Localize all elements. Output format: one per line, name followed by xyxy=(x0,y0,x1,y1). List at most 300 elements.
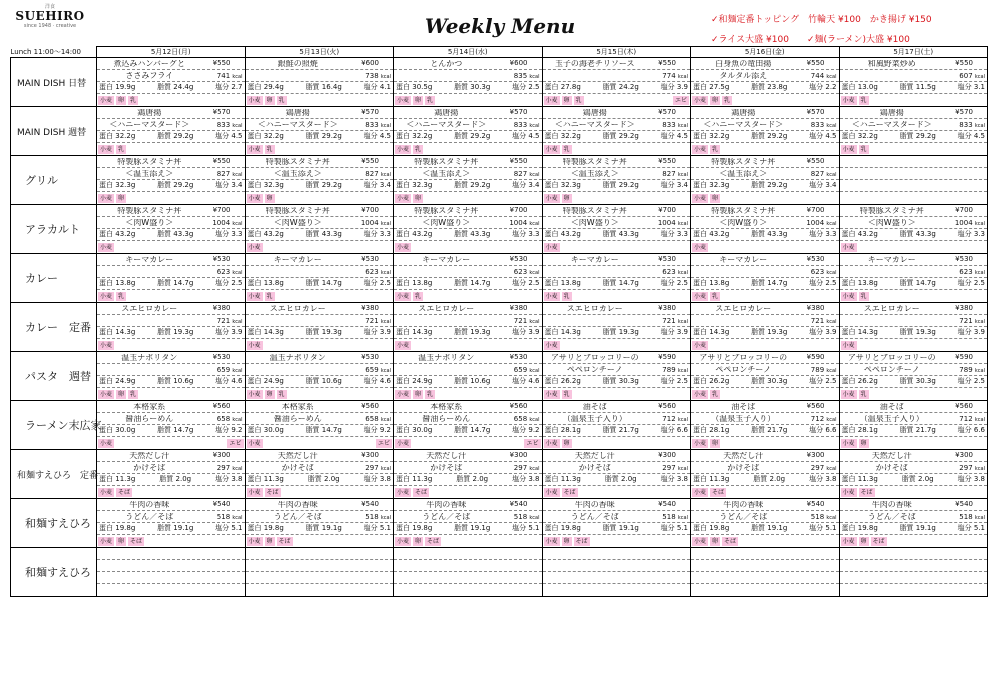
calories: 518 kcal xyxy=(810,513,837,521)
calories: 827 kcal xyxy=(810,170,837,178)
calories: 659 kcal xyxy=(216,366,243,374)
price: ¥380 xyxy=(212,304,231,312)
allergen-list xyxy=(395,96,541,105)
allergen-list xyxy=(247,341,393,350)
dish-subname: ペペロンチーノ xyxy=(566,366,623,374)
allergen-list xyxy=(841,537,987,546)
menu-item xyxy=(394,303,542,351)
allergen-badge: そば xyxy=(724,538,737,545)
fat-value: 29.2 xyxy=(321,132,338,140)
protein-value: 32.2 xyxy=(857,132,874,140)
allergen-badge: 乳 xyxy=(278,97,285,104)
dish-subname: うどん／そば xyxy=(422,513,471,521)
allergen-badge: 小麦 xyxy=(100,195,113,202)
allergen-badge: 乳 xyxy=(130,97,137,104)
nutrition: 蛋白 11.3g 脂質 2.0g 塩分 3.8 xyxy=(693,475,837,483)
menu-item xyxy=(97,548,245,596)
salt-value: 3.3 xyxy=(379,230,391,238)
fat-value: 24.4 xyxy=(173,83,189,91)
menu-cell xyxy=(394,303,543,352)
allergen-list xyxy=(247,194,393,203)
menu-cell xyxy=(245,401,394,450)
salt-value: 3.9 xyxy=(973,328,985,336)
salt-value: 9.2 xyxy=(231,426,243,434)
salt-value: 5.1 xyxy=(379,524,391,532)
menu-item xyxy=(840,548,988,596)
allergen-list xyxy=(98,390,244,399)
allergen-list xyxy=(395,537,541,546)
allergen-badge: 乳 xyxy=(860,293,867,300)
dish-name: 天然だし汁 xyxy=(871,452,912,460)
menu-item xyxy=(394,352,542,400)
protein-value: 43.2 xyxy=(560,230,577,238)
calories: 1004 kcal xyxy=(509,219,540,227)
calories: 658 kcal xyxy=(513,415,540,423)
fat-value: 21.7 xyxy=(767,426,783,434)
allergen-list xyxy=(395,194,541,203)
menu-item xyxy=(394,450,542,498)
menu-row xyxy=(11,303,988,352)
allergen-badge: 卵 xyxy=(712,195,719,202)
dish-name: 白身魚の竜田揚 xyxy=(715,60,772,68)
calories: 721 kcal xyxy=(959,317,985,325)
allergen-badge: 乳 xyxy=(118,146,125,153)
salt-value: 4.6 xyxy=(231,377,243,385)
protein-value: 30.5 xyxy=(412,83,428,91)
price: ¥570 xyxy=(212,108,231,116)
menu-item xyxy=(246,58,394,106)
menu-item xyxy=(97,205,245,253)
allergen-badge: 小麦 xyxy=(100,97,113,104)
fat-value: 11.5 xyxy=(915,83,932,91)
dish-name: キーマカレー xyxy=(570,256,619,264)
nutrition: 蛋白 14.3g 脂質 19.3g 塩分 3.9 xyxy=(544,328,688,336)
dish-subname: ＜肉W盛り＞ xyxy=(570,219,619,227)
menu-cell xyxy=(542,499,691,548)
menu-cell xyxy=(542,254,691,303)
price: ¥300 xyxy=(658,451,676,459)
allergen-list xyxy=(247,537,393,546)
protein-value: 13.8 xyxy=(412,279,428,287)
salt-value: 9.2 xyxy=(528,426,540,434)
fat-value: 19.1 xyxy=(470,524,486,532)
allergen-list xyxy=(247,243,393,252)
logo xyxy=(10,4,90,44)
menu-cell xyxy=(691,254,840,303)
protein-value: 13.0 xyxy=(857,83,874,91)
calories: 721 kcal xyxy=(365,317,391,325)
allergen-badge: そば xyxy=(712,489,725,496)
dish-subname: ＜肉W盛り＞ xyxy=(273,219,322,227)
dish-name: 特製豚スタミナ丼 xyxy=(562,207,627,215)
price: ¥700 xyxy=(806,206,825,214)
dish-name: アサリとブロッコリーの xyxy=(699,354,788,362)
allergen-badge: 小麦 xyxy=(248,146,261,153)
nutrition: 蛋白 11.3g 脂質 2.0g 塩分 3.8 xyxy=(841,475,985,483)
nutrition: 蛋白 32.2g 脂質 29.2g 塩分 4.5 xyxy=(693,132,837,140)
fat-value: 21.7 xyxy=(915,426,932,434)
menu-item xyxy=(543,107,691,155)
day-header: 5月12日(月) xyxy=(97,47,246,58)
dish-subname: うどん／そば xyxy=(125,513,174,521)
calories: 827 kcal xyxy=(662,170,688,178)
protein-value: 43.2 xyxy=(857,230,874,238)
fat-value: 16.4 xyxy=(321,83,338,91)
price: ¥540 xyxy=(509,500,528,508)
salt-value: 6.6 xyxy=(676,426,688,434)
nutrition: 蛋白 32.2g 脂質 29.2g 塩分 4.5 xyxy=(396,132,540,140)
dish-name: 本格家系 xyxy=(430,403,463,411)
allergen-badge: 乳 xyxy=(266,146,273,153)
allergen-list xyxy=(395,488,541,497)
fat-value: 10.6 xyxy=(470,377,486,385)
calories: 518 kcal xyxy=(513,513,540,521)
price: ¥600 xyxy=(509,59,528,67)
nutrition: 蛋白 14.3g 脂質 19.3g 塩分 3.9 xyxy=(247,328,391,336)
dish-name: 特製豚スタミナ丼 xyxy=(414,158,479,166)
calories: 827 kcal xyxy=(216,170,243,178)
fat-value: 43.3 xyxy=(321,230,338,238)
menu-row xyxy=(11,156,988,205)
allergen-list xyxy=(395,292,541,301)
allergen-badge: 小麦 xyxy=(842,244,855,251)
allergen-badge: 小麦 xyxy=(397,440,410,447)
allergen-badge-shrimp: エビ xyxy=(229,440,242,447)
dish-name: 特製豚スタミナ丼 xyxy=(265,207,330,215)
menu-item xyxy=(840,205,988,253)
allergen-list xyxy=(544,145,690,154)
nutrition: 蛋白 43.2g 脂質 43.3g 塩分 3.3 xyxy=(99,230,243,238)
menu-item xyxy=(543,58,691,106)
fat-value: 14.7 xyxy=(321,426,338,434)
protein-value: 30.0 xyxy=(115,426,131,434)
allergen-badge: 小麦 xyxy=(694,146,707,153)
nutrition: 蛋白 14.3g 脂質 19.3g 塩分 3.9 xyxy=(693,328,837,336)
allergen-badge: そば xyxy=(278,538,291,545)
protein-value: 11.3 xyxy=(857,475,874,483)
allergen-list xyxy=(544,439,690,448)
calories: 833 kcal xyxy=(513,121,540,129)
dish-name: アサリとブロッコリーの xyxy=(550,354,639,362)
protein-value: 28.1 xyxy=(857,426,874,434)
dish-name: 温玉ナポリタン xyxy=(418,354,475,362)
dish-name: 本格家系 xyxy=(281,403,314,411)
menu-item xyxy=(246,156,394,204)
price: ¥540 xyxy=(361,500,379,508)
nutrition: 蛋白 43.2g 脂質 43.3g 塩分 3.3 xyxy=(396,230,540,238)
allergen-list xyxy=(98,341,244,350)
protein-value: 11.3 xyxy=(709,475,725,483)
salt-value: 4.6 xyxy=(528,377,540,385)
dish-subname: ＜温玉添え＞ xyxy=(273,170,322,178)
fat-value: 43.3 xyxy=(618,230,635,238)
nutrition: 蛋白 27.8g 脂質 24.2g 塩分 3.9 xyxy=(544,83,688,91)
fat-value: 29.2 xyxy=(173,132,189,140)
nutrition: 蛋白 43.2g 脂質 43.3g 塩分 3.3 xyxy=(693,230,837,238)
menu-item xyxy=(246,107,394,155)
price: ¥300 xyxy=(212,451,231,459)
dish-name: 天然だし汁 xyxy=(574,452,615,460)
allergen-list xyxy=(247,439,393,448)
price: ¥380 xyxy=(658,304,676,312)
salt-value: 4.5 xyxy=(973,132,985,140)
fat-value: 23.8 xyxy=(767,83,783,91)
price: ¥560 xyxy=(806,402,825,410)
dish-name: 本格家系 xyxy=(133,403,166,411)
price: ¥590 xyxy=(658,353,676,361)
price: ¥700 xyxy=(955,206,973,214)
allergen-badge: 小麦 xyxy=(248,391,261,398)
lunch-hours: Lunch 11:00〜14:00 xyxy=(10,47,82,56)
price: ¥540 xyxy=(212,500,231,508)
menu-cell xyxy=(839,450,988,499)
menu-cell xyxy=(97,303,246,352)
salt-value: 4.5 xyxy=(676,132,688,140)
price: ¥380 xyxy=(361,304,379,312)
protein-value: 32.2 xyxy=(263,132,280,140)
row-category-label: アラカルト xyxy=(11,205,97,254)
nutrition: 蛋白 32.3g 脂質 29.2g 塩分 3.4 xyxy=(396,181,540,189)
dish-name: 煮込みハンバーグと xyxy=(113,60,186,68)
menu-cell xyxy=(97,205,246,254)
protein-value: 32.2 xyxy=(560,132,577,140)
allergen-list xyxy=(544,243,690,252)
allergen-list xyxy=(692,292,838,301)
salt-value: 3.8 xyxy=(676,475,688,483)
menu-item xyxy=(394,107,542,155)
menu-item xyxy=(543,401,691,449)
dish-subname: （温泉玉子入り） xyxy=(562,415,627,423)
allergen-list xyxy=(841,488,987,497)
salt-value: 4.1 xyxy=(379,83,391,91)
nutrition: 蛋白 19.9g 脂質 24.4g 塩分 2.7 xyxy=(99,83,243,91)
menu-item xyxy=(97,156,245,204)
allergen-badge: 小麦 xyxy=(397,391,410,398)
fat-value: 2.0 xyxy=(621,475,633,483)
protein-value: 30.0 xyxy=(263,426,280,434)
allergen-badge: 小麦 xyxy=(694,293,707,300)
menu-item xyxy=(840,107,988,155)
protein-value: 13.8 xyxy=(857,279,874,287)
allergen-badge: 小麦 xyxy=(397,97,410,104)
price: ¥700 xyxy=(658,206,676,214)
calories: 712 kcal xyxy=(662,415,688,423)
salt-value: 4.5 xyxy=(231,132,243,140)
dish-name: 鶏唐揚 xyxy=(137,109,162,117)
allergen-badge: 乳 xyxy=(860,97,867,104)
salt-value: 5.1 xyxy=(825,524,837,532)
menu-item xyxy=(691,254,839,302)
fat-value: 14.7 xyxy=(915,279,932,287)
menu-item xyxy=(691,156,839,204)
menu-cell xyxy=(97,499,246,548)
allergen-list xyxy=(841,243,987,252)
nutrition: 蛋白 28.1g 脂質 21.7g 塩分 6.6 xyxy=(841,426,985,434)
menu-cell xyxy=(245,499,394,548)
allergen-list xyxy=(395,145,541,154)
menu-item xyxy=(691,499,839,547)
dish-name: 鶏唐揚 xyxy=(731,109,756,117)
protein-value: 19.8 xyxy=(560,524,577,532)
row-category-label: グリル xyxy=(11,156,97,205)
menu-row xyxy=(11,499,988,548)
nutrition: 蛋白 30.0g 脂質 14.7g 塩分 9.2 xyxy=(99,426,243,434)
menu-item xyxy=(691,352,839,400)
allergen-list xyxy=(395,390,541,399)
allergen-badge: 卵 xyxy=(118,538,125,545)
menu-row xyxy=(11,107,988,156)
salt-value: 3.4 xyxy=(231,181,243,189)
protein-value: 29.4 xyxy=(263,83,280,91)
allergen-badge: 卵 xyxy=(415,97,422,104)
protein-value: 19.8 xyxy=(115,524,131,532)
day-header-row xyxy=(11,47,988,58)
menu-cell xyxy=(839,548,988,597)
nutrition: 蛋白 27.5g 脂質 23.8g 塩分 2.2 xyxy=(693,83,837,91)
dish-name: 特製豚スタミナ丼 xyxy=(117,158,182,166)
protein-value: 11.3 xyxy=(263,475,280,483)
fat-value: 29.2 xyxy=(321,181,338,189)
dish-subname: ささみフライ xyxy=(125,72,174,80)
row-category-label: カレー 定番 xyxy=(11,303,97,352)
menu-cell xyxy=(691,548,840,597)
protein-value: 43.2 xyxy=(709,230,725,238)
allergen-badge: 小麦 xyxy=(248,440,261,447)
menu-cell xyxy=(245,107,394,156)
dish-name: 玉子の海老チリソース xyxy=(554,60,635,68)
price: ¥550 xyxy=(658,59,676,67)
fat-value: 19.3 xyxy=(173,328,189,336)
fat-value: 14.7 xyxy=(618,279,635,287)
dish-name: 牛肉の香味 xyxy=(723,501,764,509)
salt-value: 3.3 xyxy=(231,230,243,238)
allergen-list xyxy=(98,292,244,301)
allergen-badge: 小麦 xyxy=(545,293,558,300)
protein-value: 26.2 xyxy=(709,377,725,385)
day-header: 5月13日(火) xyxy=(245,47,394,58)
salt-value: 5.1 xyxy=(528,524,540,532)
logo-tagline: since 1948 · creative xyxy=(23,23,77,29)
menu-item xyxy=(394,58,542,106)
protein-value: 43.2 xyxy=(412,230,428,238)
dish-name: スエヒロカレー xyxy=(863,305,920,313)
allergen-badge: 乳 xyxy=(427,97,434,104)
fat-value: 2.0 xyxy=(324,475,336,483)
allergen-list xyxy=(395,243,541,252)
dish-subname: ＜肉W盛り＞ xyxy=(125,219,174,227)
menu-item xyxy=(246,254,394,302)
fat-value: 43.3 xyxy=(173,230,189,238)
dish-name: 特製豚スタミナ丼 xyxy=(711,207,776,215)
dish-subname: ＜ハニーマスタード＞ xyxy=(109,121,190,129)
menu-cell xyxy=(245,58,394,107)
dish-name: 牛肉の香味 xyxy=(129,501,170,509)
salt-value: 2.5 xyxy=(676,279,688,287)
calories: 518 kcal xyxy=(216,513,243,521)
price: ¥530 xyxy=(658,255,676,263)
protein-value: 26.2 xyxy=(560,377,577,385)
allergen-badge: 卵 xyxy=(415,391,422,398)
nutrition: 蛋白 43.2g 脂質 43.3g 塩分 3.3 xyxy=(544,230,688,238)
nutrition: 蛋白 19.8g 脂質 19.1g 塩分 5.1 xyxy=(99,524,243,532)
menu-cell xyxy=(97,58,246,107)
fat-value: 29.2 xyxy=(618,132,635,140)
allergen-badge: 卵 xyxy=(860,440,867,447)
allergen-badge: 小麦 xyxy=(248,97,261,104)
protein-value: 27.5 xyxy=(709,83,725,91)
protein-value: 32.3 xyxy=(115,181,131,189)
dish-name: 牛肉の香味 xyxy=(277,501,318,509)
fat-value: 19.3 xyxy=(470,328,486,336)
allergen-badge: 小麦 xyxy=(842,391,855,398)
fat-value: 19.1 xyxy=(915,524,932,532)
dish-name: 牛肉の香味 xyxy=(426,501,467,509)
allergen-badge: 小麦 xyxy=(545,538,558,545)
allergen-badge: 小麦 xyxy=(100,391,113,398)
menu-cell xyxy=(839,401,988,450)
dish-subname: （温泉玉子入り） xyxy=(859,415,924,423)
allergen-badge: 乳 xyxy=(712,391,719,398)
allergen-badge: 卵 xyxy=(712,440,719,447)
menu-item xyxy=(97,303,245,351)
protein-value: 24.9 xyxy=(412,377,428,385)
menu-item xyxy=(97,58,245,106)
allergen-badge: 卵 xyxy=(415,195,422,202)
calories: 721 kcal xyxy=(216,317,243,325)
salt-value: 3.4 xyxy=(379,181,391,189)
salt-value: 3.1 xyxy=(973,83,985,91)
allergen-badge: そば xyxy=(266,489,279,496)
menu-item xyxy=(246,450,394,498)
dish-subname: ＜温玉添え＞ xyxy=(719,170,768,178)
allergen-list xyxy=(98,439,244,448)
protein-value: 32.3 xyxy=(560,181,577,189)
menu-item xyxy=(691,548,839,596)
nutrition: 蛋白 19.8g 脂質 19.1g 塩分 5.1 xyxy=(841,524,985,532)
nutrition: 蛋白 11.3g 脂質 2.0g 塩分 3.8 xyxy=(396,475,540,483)
dish-subname: （温泉玉子入り） xyxy=(711,415,776,423)
protein-value: 24.9 xyxy=(115,377,131,385)
logo-kind: 洋食 xyxy=(44,4,55,10)
dish-subname: ＜ハニーマスタード＞ xyxy=(257,121,338,129)
dish-subname: ＜ハニーマスタード＞ xyxy=(406,121,487,129)
dish-name: 牛肉の香味 xyxy=(871,501,912,509)
dish-subname: ＜ハニーマスタード＞ xyxy=(703,121,784,129)
menu-cell xyxy=(97,401,246,450)
salt-value: 3.9 xyxy=(676,83,688,91)
nutrition: 蛋白 26.2g 脂質 30.3g 塩分 2.5 xyxy=(841,377,985,385)
dish-subname: ＜温玉添え＞ xyxy=(422,170,471,178)
allergen-list xyxy=(692,341,838,350)
menu-item xyxy=(543,352,691,400)
menu-cell xyxy=(839,156,988,205)
allergen-badge: そば xyxy=(563,489,576,496)
page-title: Weekly Menu xyxy=(424,14,576,38)
allergen-badge: 小麦 xyxy=(397,293,410,300)
allergen-badge: 小麦 xyxy=(100,244,113,251)
menu-cell xyxy=(691,499,840,548)
fat-value: 19.3 xyxy=(618,328,635,336)
fat-value: 19.1 xyxy=(618,524,635,532)
menu-item xyxy=(691,450,839,498)
nutrition: 蛋白 43.2g 脂質 43.3g 塩分 3.3 xyxy=(841,230,985,238)
salt-value: 3.3 xyxy=(825,230,837,238)
fat-value: 19.3 xyxy=(321,328,338,336)
fat-value: 2.0 xyxy=(918,475,930,483)
dish-subname: うどん／そば xyxy=(867,513,916,521)
dish-name: とんかつ xyxy=(430,60,463,68)
protein-value: 32.3 xyxy=(263,181,280,189)
